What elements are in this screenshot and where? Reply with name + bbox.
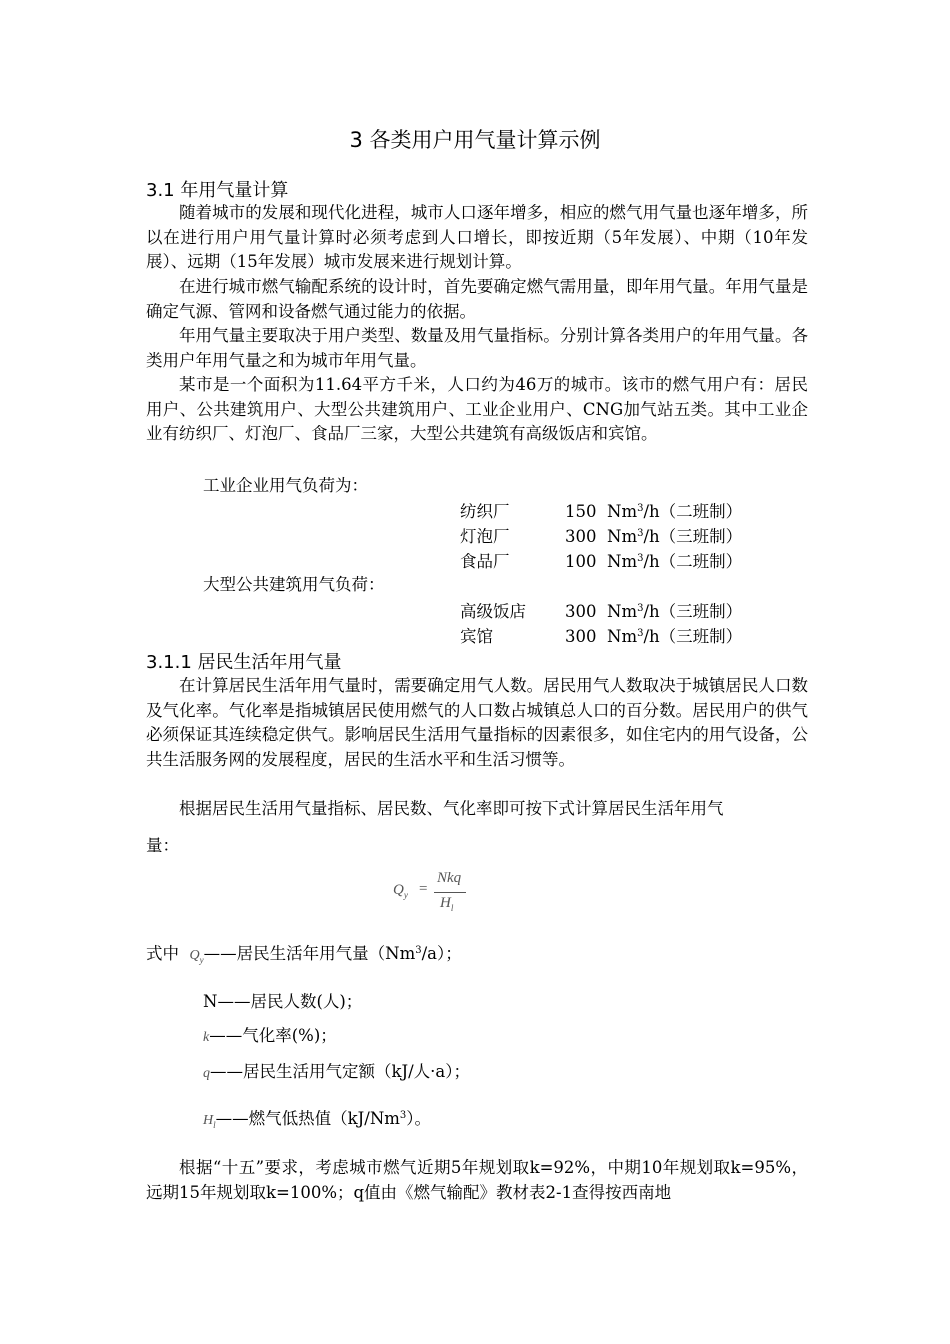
load-value: 150 Nm$^3$/h（二班制）: [565, 502, 743, 521]
load-value: 300 Nm$^3$/h（三班制）: [565, 627, 743, 646]
definition-hl: $H_l——$燃气低热值（kJ/Nm$^3$）。: [203, 1109, 432, 1130]
load-name: 食品厂: [460, 552, 510, 571]
public-load-label: 大型公共建筑用气负荷：: [203, 575, 385, 594]
load-value: 300 Nm$^3$/h（三班制）: [565, 527, 743, 546]
paragraph: 根据居民生活用气量指标、居民数、气化率即可按下式计算居民生活年用气: [179, 799, 724, 818]
paragraph: 在计算居民生活年用气量时，需要确定用气人数。居民用气人数取决于城镇居民人口数及气化率。气化率是指城镇居民使用燃气的人口数占城镇总人口的百分数。居民用户的供气必须保证其连续稳定供气。影响居民生活用气量指标的因素很多，如住宅内的用气设备，公共生活服务网的发展程度，居民的生活水平和生活习惯等。: [146, 676, 808, 769]
paragraph-closing: 根据“十五”要求，考虑城市燃气近期5年规划取k=92%，中期10年规划取k=95%，远期15年规划取k=100%；q值由《燃气输配》教材表2-1查得按西南地: [146, 1158, 808, 1202]
page-title: 3 各类用户用气量计算示例: [349, 128, 601, 152]
load-value: 300 Nm$^3$/h（三班制）: [565, 602, 743, 621]
definition-k: k——气化率(%)；: [203, 1026, 337, 1045]
definition-qy: 式中 $Q_y——$居民生活年用气量（Nm$^3$/a）；: [146, 944, 462, 965]
industrial-load-label: 工业企业用气负荷为：: [203, 476, 368, 495]
paragraph: 在进行城市燃气输配系统的设计时，首先要确定燃气需用量，即年用气量。年用气量是确定气源、管网和设备燃气通过能力的依据。: [146, 277, 808, 321]
paragraph: 年用气量主要取决于用户类型、数量及用气量指标。分别计算各类用户的年用气量。各类用户年用气量之和为城市年用气量。: [146, 326, 808, 370]
load-value: 100 Nm$^3$/h（二班制）: [565, 552, 743, 571]
definition-n: N——居民人数(人)；: [203, 992, 363, 1011]
load-name: 纺织厂: [460, 502, 510, 521]
fraction-bar: [434, 892, 466, 893]
paragraph-tail: 量：: [146, 836, 179, 855]
definition-q: q——居民生活用气定额（kJ/人·a）；: [203, 1062, 471, 1081]
load-name: 高级饭店: [460, 602, 526, 621]
load-name: 灯泡厂: [460, 527, 510, 546]
section-heading-3-1-1: 3.1.1 居民生活年用气量: [146, 652, 342, 673]
paragraph: 随着城市的发展和现代化进程，城市人口逐年增多，相应的燃气用气量也逐年增多，所以在进行用户用气量计算时必须考虑到人口增长，即按近期（5年发展）、中期（10年发展）、远期（15年发展）城市发展来进行规划计算。: [146, 203, 808, 272]
section-heading-3-1: 3.1 年用气量计算: [146, 180, 289, 201]
paragraph: 某市是一个面积为11.64平方千米，人口约为46万的城市。该市的燃气用户有：居民用户、公共建筑用户、大型公共建筑用户、工业企业用户、CNG加气站五类。其中工业企业有纺织厂、灯泡厂、食品厂三家，大型公共建筑有高级饭店和宾馆。: [146, 375, 808, 444]
formula-residential-annual-gas: $Q_y$ = Nkq $H_l$: [393, 866, 473, 926]
load-name: 宾馆: [460, 627, 493, 646]
